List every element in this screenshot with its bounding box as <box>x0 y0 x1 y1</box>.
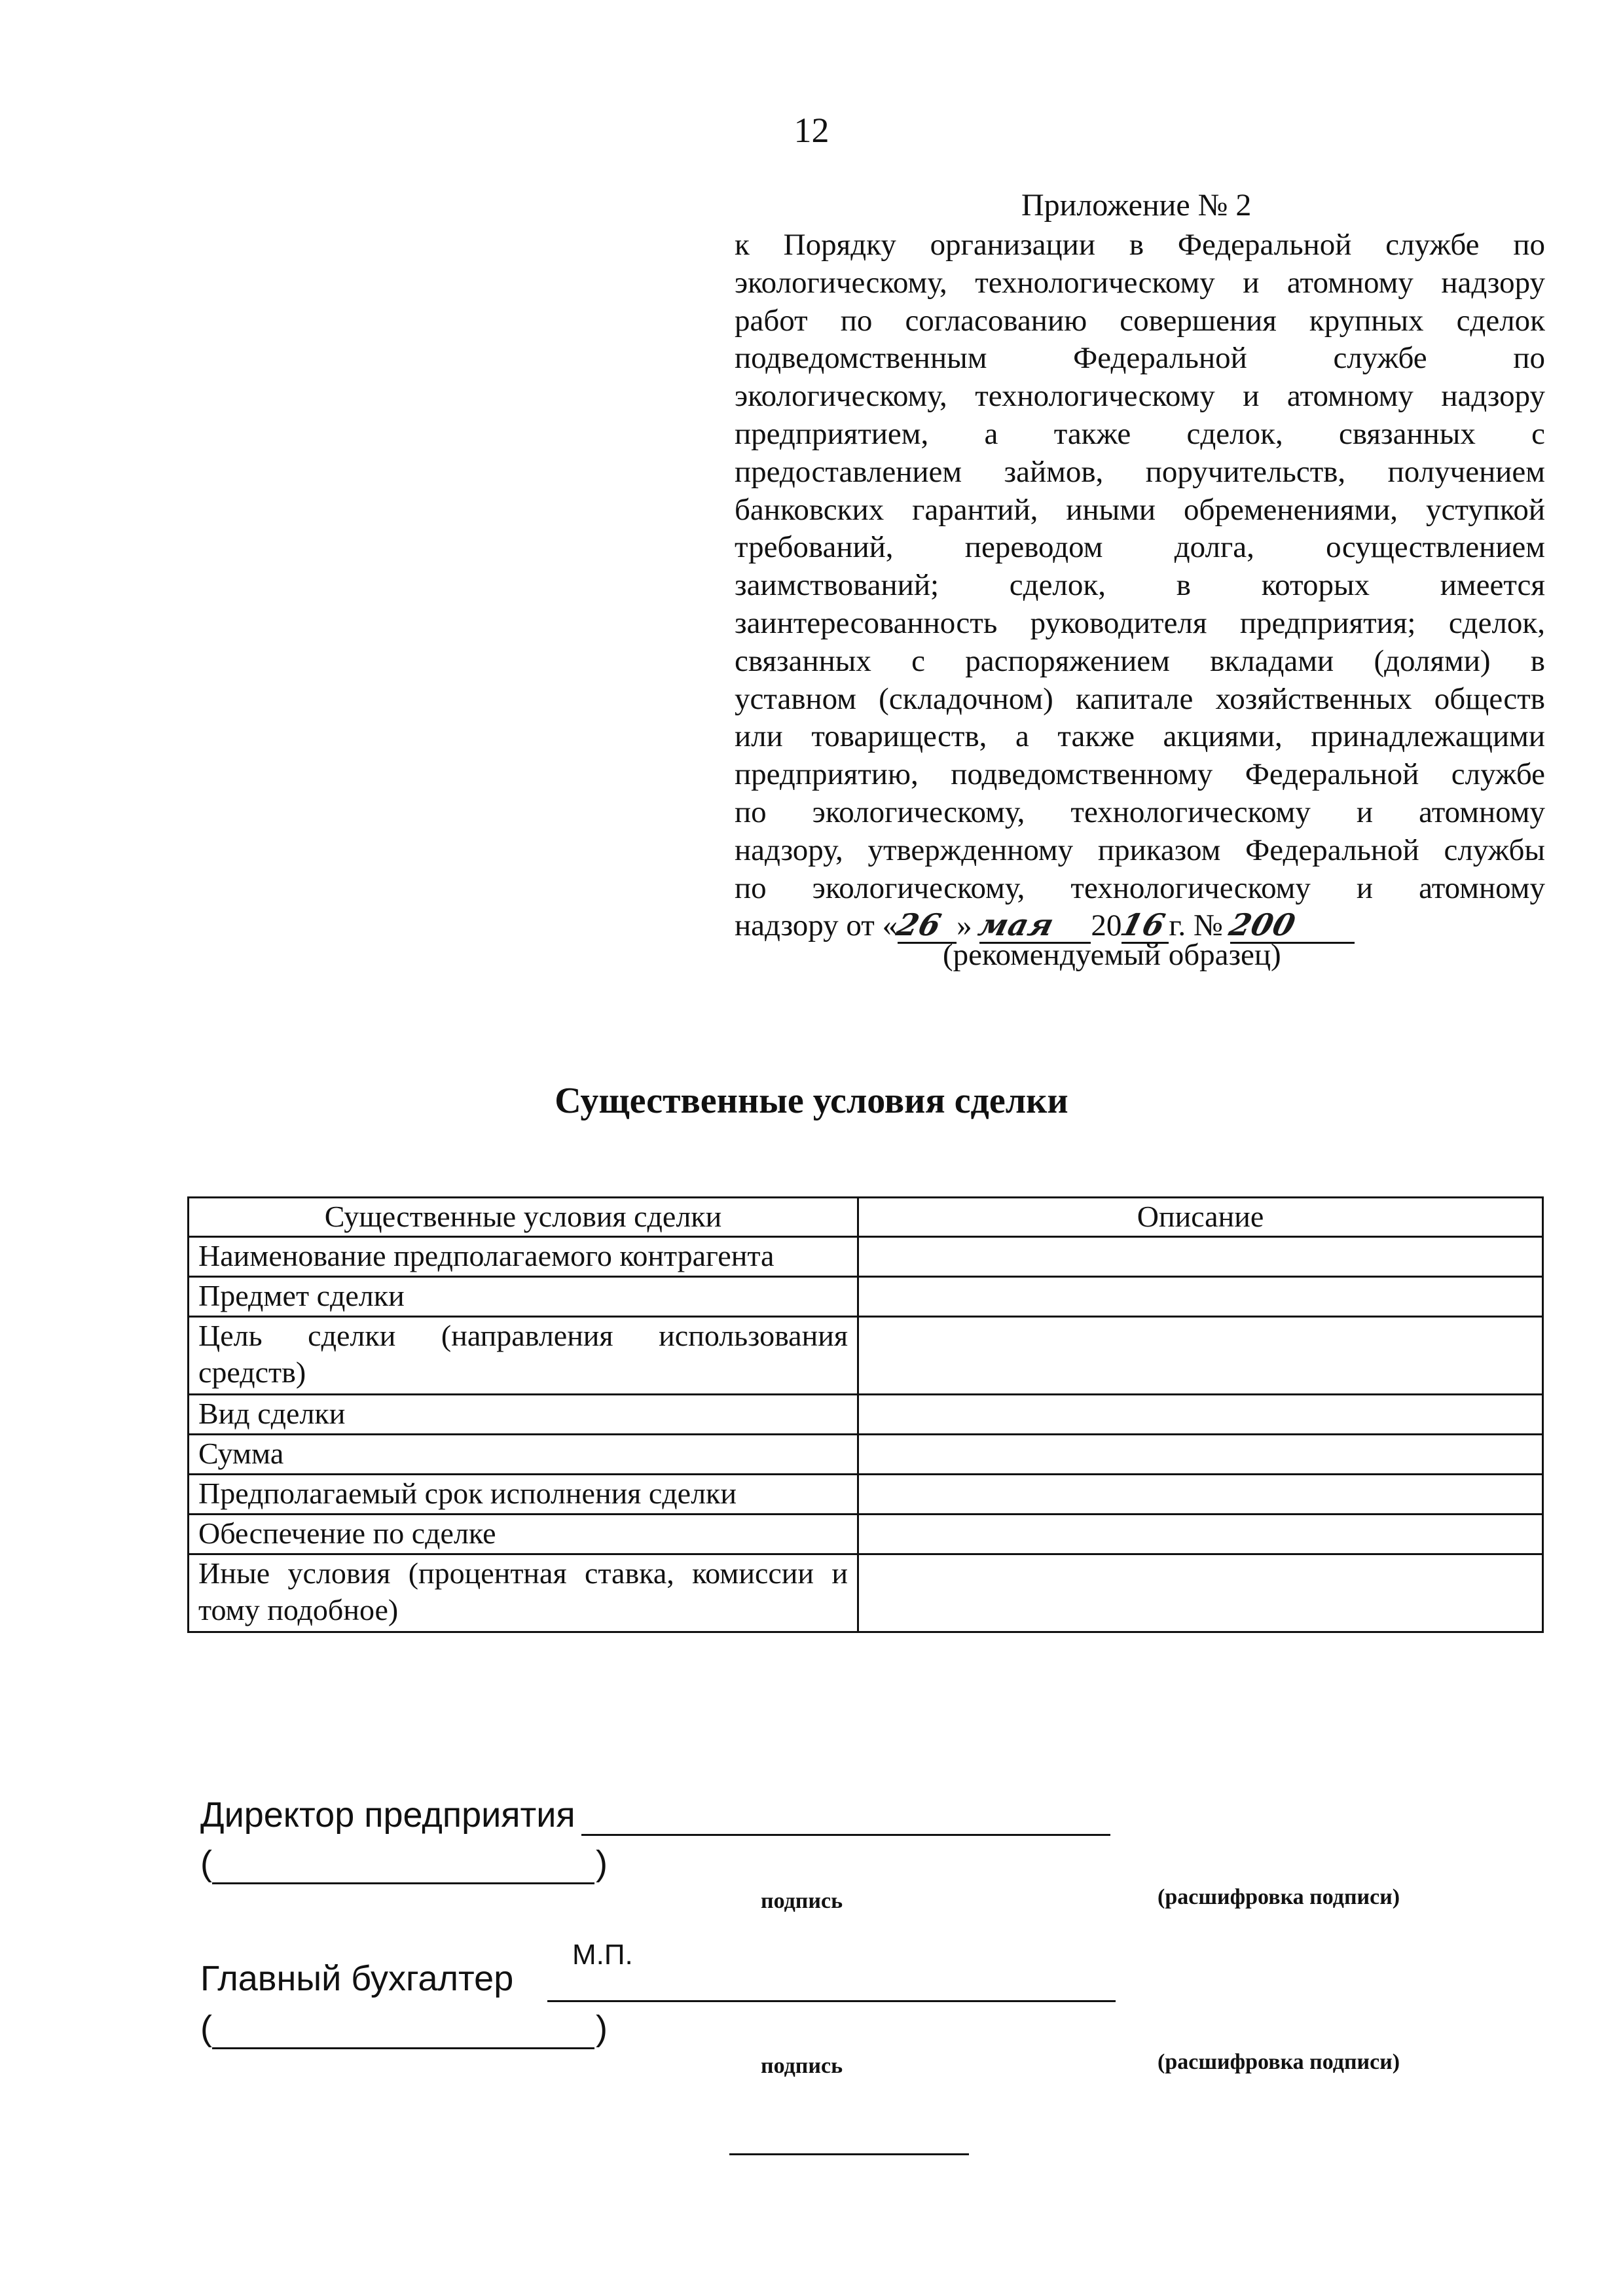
accountant-signature-line[interactable] <box>547 2000 1116 2002</box>
director-signature-caption: подпись <box>761 1889 843 1913</box>
stamp-place-label: М.П. <box>572 1939 633 1971</box>
appendix-line: уставном (складочном) капитале хозяйственных обществ <box>735 681 1545 716</box>
accountant-paren-open: ( <box>200 2009 212 2048</box>
document-title: Существенные условия сделки <box>555 1081 1068 1121</box>
table-row <box>189 1395 1543 1435</box>
header-description: Описание <box>858 1198 1543 1237</box>
appendix-line: или товариществ, а также акциями, принадлежащими <box>735 719 1545 754</box>
accountant-label: Главный бухгалтер <box>200 1959 514 1998</box>
table-row <box>189 1475 1543 1515</box>
deal-terms-table <box>187 1196 1544 1633</box>
condition-cell: Вид сделки <box>189 1395 858 1435</box>
description-cell[interactable] <box>858 1317 1543 1395</box>
appendix-line: предоставлением займов, поручительств, получением <box>735 454 1545 489</box>
description-cell[interactable] <box>858 1475 1543 1515</box>
appendix-line: экологическому, технологическому и атомному надзору <box>735 379 1545 414</box>
appendix-line: по экологическому, технологическому и атомному <box>735 795 1545 829</box>
appendix-line: экологическому, технологическому и атомному надзору <box>735 265 1545 300</box>
appendix-line: предприятию, подведомственному Федеральной службе <box>735 757 1545 792</box>
appendix-title: Приложение № 2 <box>1021 188 1252 223</box>
condition-cell: Обеспечение по сделке <box>189 1515 858 1554</box>
accountant-name-line[interactable] <box>212 2047 594 2049</box>
appendix-line: предприятием, а также сделок, связанных с <box>735 416 1545 451</box>
condition-cell: Предполагаемый срок исполнения сделки <box>189 1475 858 1515</box>
table-row <box>189 1515 1543 1554</box>
recommended-sample-note: (рекомендуемый образец) <box>943 938 1281 972</box>
description-cell[interactable] <box>858 1277 1543 1317</box>
condition-cell: Предмет сделки <box>189 1277 858 1317</box>
description-cell[interactable] <box>858 1515 1543 1554</box>
table-row <box>189 1317 1543 1395</box>
closing-rule <box>729 2153 969 2155</box>
header-condition: Существенные условия сделки <box>189 1198 858 1237</box>
description-cell[interactable] <box>858 1554 1543 1632</box>
appendix-line: заинтересованность руководителя предприятия; сделок, <box>735 605 1545 640</box>
accountant-paren-close: ) <box>596 2009 608 2048</box>
order-month: мая <box>975 907 1059 943</box>
condition-cell: Цель сделки (направления использования средств) <box>189 1317 858 1395</box>
order-year-end: г. <box>1169 908 1186 943</box>
director-label: Директор предприятия <box>200 1795 575 1835</box>
appendix-line: по экологическому, технологическому и атомному <box>735 870 1545 905</box>
condition-cell: Сумма <box>189 1435 858 1475</box>
order-quote-close: » <box>957 908 972 943</box>
director-name-line[interactable] <box>212 1882 594 1884</box>
description-cell[interactable] <box>858 1237 1543 1277</box>
page-number: 12 <box>793 111 830 150</box>
order-year: 16 <box>1117 907 1170 943</box>
order-number: 200 <box>1226 907 1300 943</box>
director-paren-close: ) <box>596 1844 608 1883</box>
table-row <box>189 1237 1543 1277</box>
order-prefix: надзору от « <box>735 908 898 943</box>
order-day: 26 <box>893 907 945 943</box>
order-year-prefix: 20 <box>1091 908 1122 943</box>
table-row <box>189 1277 1543 1317</box>
table-row <box>189 1554 1543 1632</box>
appendix-line: подведомственным Федеральной службе по <box>735 341 1545 376</box>
appendix-line: работ по согласованию совершения крупных сделок <box>735 303 1545 338</box>
table-header-row <box>189 1198 1543 1237</box>
director-decoding-caption: (расшифровка подписи) <box>1158 1885 1400 1909</box>
condition-cell: Иные условия (процентная ставка, комиссии и тому подобное) <box>189 1554 858 1632</box>
description-cell[interactable] <box>858 1435 1543 1475</box>
order-number-label: № <box>1193 908 1223 943</box>
condition-cell: Наименование предполагаемого контрагента <box>189 1237 858 1277</box>
table-row <box>189 1435 1543 1475</box>
director-signature-line[interactable] <box>581 1834 1110 1836</box>
appendix-line: к Порядку организации в Федеральной службе по <box>735 228 1545 262</box>
description-cell[interactable] <box>858 1395 1543 1435</box>
appendix-line: связанных с распоряжением вкладами (долями) в <box>735 643 1545 678</box>
appendix-text <box>735 226 1545 945</box>
director-paren-open: ( <box>200 1844 212 1883</box>
appendix-line: заимствований; сделок, в которых имеется <box>735 568 1545 603</box>
accountant-signature-caption: подпись <box>761 2054 843 2078</box>
appendix-line: требований, переводом долга, осуществлением <box>735 530 1545 565</box>
accountant-decoding-caption: (расшифровка подписи) <box>1158 2050 1400 2074</box>
appendix-line: банковских гарантий, иными обременениями, уступкой <box>735 492 1545 527</box>
appendix-line: надзору, утвержденному приказом Федеральной службы <box>735 833 1545 867</box>
